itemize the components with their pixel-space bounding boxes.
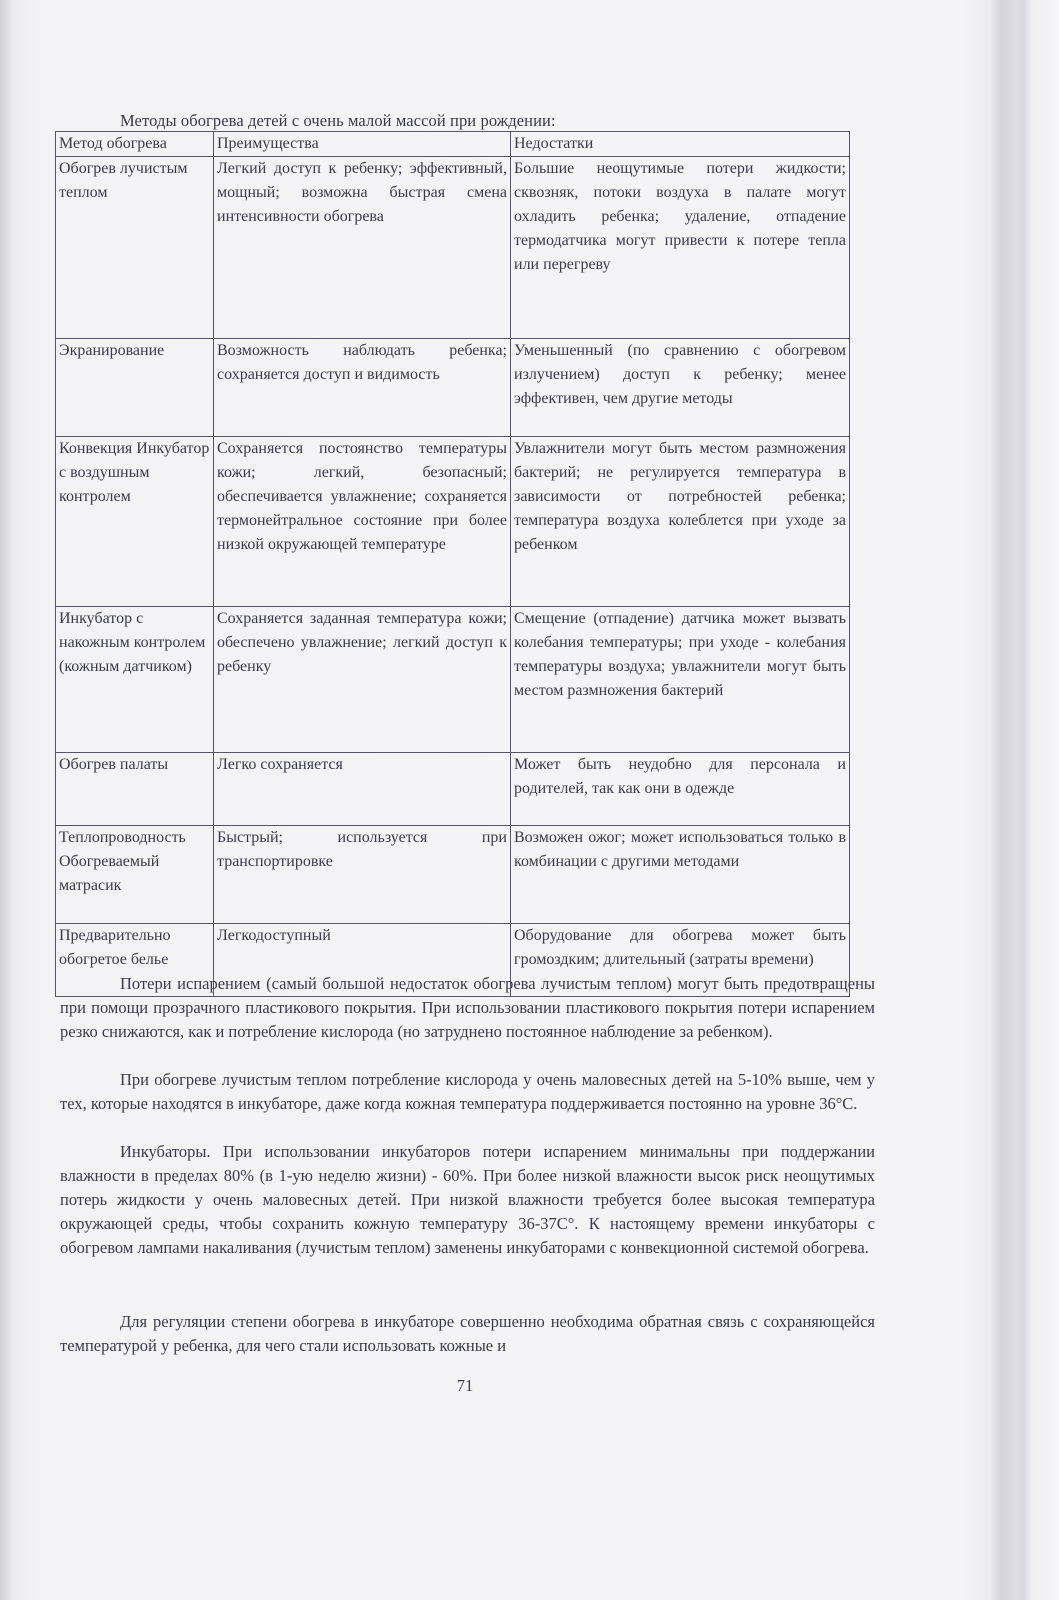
- pros-cell: Легкий доступ к ребенку; эффективный, мощный; возможна быстрая смена интенсивности обогрева: [214, 157, 511, 339]
- table-row: [56, 437, 850, 607]
- table-row: [56, 753, 850, 826]
- table-caption: Методы обогрева детей с очень малой массой при рождении:: [120, 111, 556, 130]
- cons-cell: Увлажнители могут быть местом размножения бактерий; не регулируется температура в зависимости от потребностей ребенка; температура воздуха колеблется при уходе за ребенком: [511, 437, 850, 607]
- method-cell: Предварительно обогретое белье: [56, 924, 214, 997]
- cons-cell: Большие неощутимые потери жидкости; сквозняк, потоки воздуха в палате могут охладить ребенка; удаление, отпадение термодатчика могут привести к потере тепла или перегреву: [511, 157, 850, 339]
- method-cell: Конвекция Инкубатор с воздушным контролем: [56, 437, 214, 607]
- page-fold-shadow: [1015, 0, 1031, 1600]
- method-cell: Теплопроводность Обогреваемый матрасик: [56, 826, 214, 924]
- table-row: [56, 607, 850, 753]
- cons-cell: Оборудование для обогрева может быть громоздким; длительный (затраты времени): [511, 924, 850, 997]
- body-paragraph: Для регуляции степени обогрева в инкубаторе совершенно необходима обратная связь с сохраняющейся температурой у ребенка, для чего стали использовать кожные и: [60, 1312, 875, 1355]
- table-header-row: [56, 132, 850, 157]
- page-number: 71: [456, 1376, 474, 1395]
- pros-cell: Быстрый; используется при транспортировке: [214, 826, 511, 924]
- table-row: [56, 157, 850, 339]
- cons-cell: Может быть неудобно для персонала и родителей, так как они в одежде: [511, 753, 850, 826]
- pros-cell: Возможность наблюдать ребенка; сохраняется доступ и видимость: [214, 339, 511, 437]
- method-cell: Экранирование: [56, 339, 214, 437]
- header-pros: Преимущества: [214, 132, 511, 157]
- pros-cell: Сохраняется заданная температура кожи; обеспечено увлажнение; легкий доступ к ребенку: [214, 607, 511, 753]
- method-cell: Обогрев лучистым теплом: [56, 157, 214, 339]
- pros-cell: Легкодоступный: [214, 924, 511, 997]
- pros-cell: Сохраняется постоянство температуры кожи; легкий, безопасный; обеспечивается увлажнение; сохраняется термонейтральное состояние при более низкой окружающей температуре: [214, 437, 511, 607]
- cons-cell: Возможен ожог; может использоваться только в комбинации с другими методами: [511, 826, 850, 924]
- heating-methods-table: [55, 131, 850, 997]
- page-fold-shadow: [990, 0, 1012, 1600]
- cons-cell: Смещение (отпадение) датчика может вызвать колебания температуры; при уходе - колебания температуры воздуха; увлажнители могут быть местом размножения бактерий: [511, 607, 850, 753]
- body-paragraph: При обогреве лучистым теплом потребление кислорода у очень маловесных детей на 5-10% выше, чем у тех, которые находятся в инкубаторе, даже когда кожная температура поддерживается постоянно на уровне 36°С.: [60, 1070, 875, 1113]
- method-cell: Обогрев палаты: [56, 753, 214, 826]
- cons-cell: Уменьшенный (по сравнению с обогревом излучением) доступ к ребенку; менее эффективен, чем другие методы: [511, 339, 850, 437]
- header-cons: Недостатки: [511, 132, 850, 157]
- body-paragraph: Инкубаторы. При использовании инкубаторов потери испарением минимальны при поддержании влажности в пределах 80% (в 1-ую неделю жизни) - 60%. При более низкой влажности высок риск неощутимых потерь жидкости у очень маловесных детей. При низкой влажности требуется более высокая температура окружающей среды, чтобы сохранить кожную температуру 36-37С°. К настоящему времени инкубаторы с обогревом лампами накаливания (лучистым теплом) заменены инкубаторами с конвекционной системой обогрева.: [60, 1142, 875, 1257]
- body-paragraph: Потери испарением (самый большой недостаток обогрева лучистым теплом) могут быть предотвращены при помощи прозрачного пластикового покрытия. При использовании пластикового покрытия потери испарением резко снижаются, как и потребление кислорода (но затруднено постоянное наблюдение за ребенком).: [60, 974, 875, 1041]
- pros-cell: Легко сохраняется: [214, 753, 511, 826]
- table-row: [56, 826, 850, 924]
- header-method: Метод обогрева: [56, 132, 214, 157]
- table-row: [56, 339, 850, 437]
- method-cell: Инкубатор с накожным контролем (кожным датчиком): [56, 607, 214, 753]
